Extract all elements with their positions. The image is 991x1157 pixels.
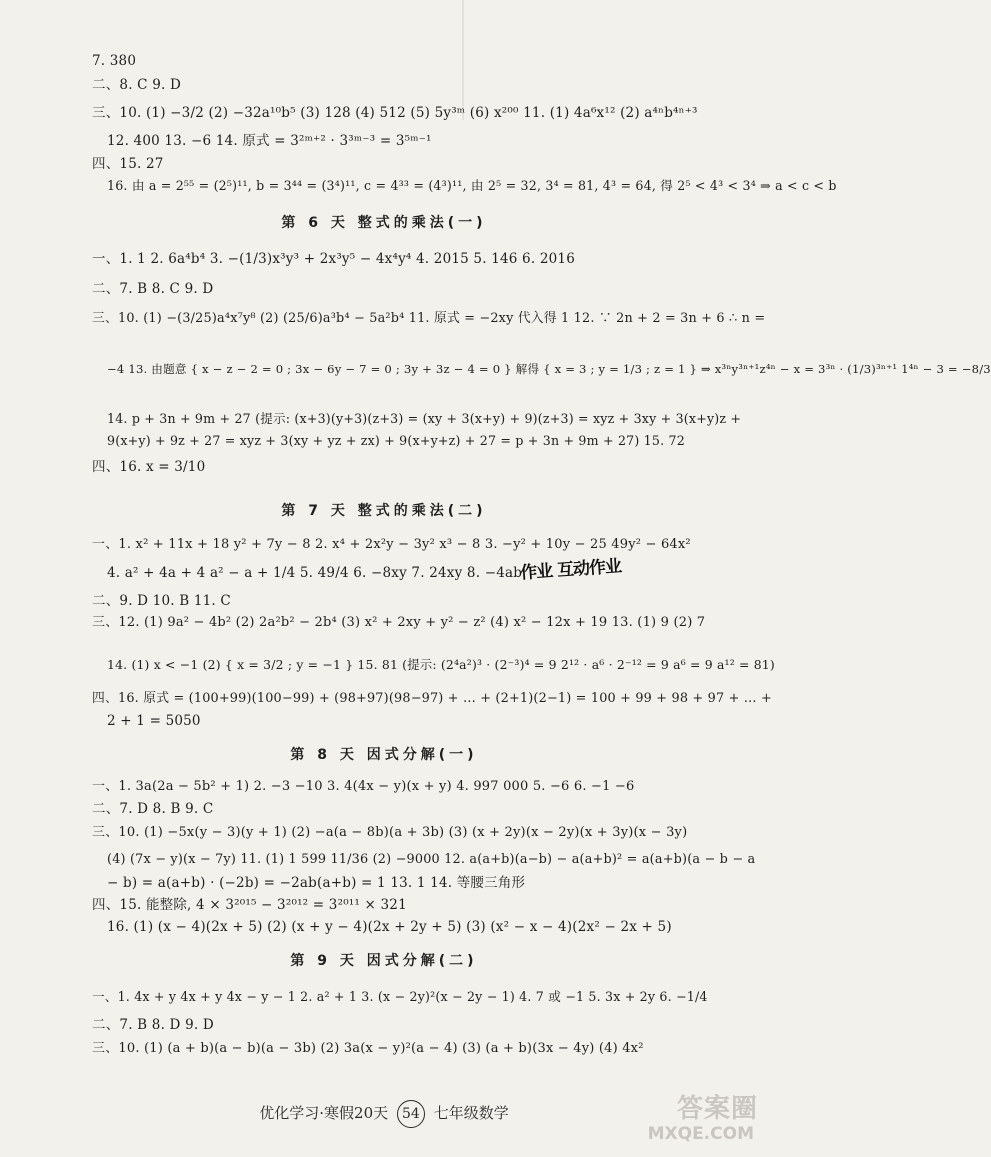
answer-line: 四、16. 原式 = (100+99)(100−99) + (98+97)(98−97) + … + (2+1)(2−1) = 100 + 99 + 98 + 97 + … + (92, 691, 772, 706)
answer-line: 一、1. x² + 11x + 18 y² + 7y − 8 2. x⁴ + 2x²y − 3y² x³ − 8 3. −y² + 10y − 25 49y² − 64x² (92, 537, 691, 552)
handwritten-note: 作业 互动作业 (519, 556, 622, 584)
answer-line: 一、1. 1 2. 6a⁴b⁴ 3. −(1/3)x³y³ + 2x³y⁵ − 4x⁴y⁴ 4. 2015 5. 146 6. 2016 (92, 251, 575, 267)
page-fold-shadow (462, 0, 464, 120)
answer-line: 三、12. (1) 9a² − 4b² (2) 2a²b² − 2b⁴ (3) x² + 2xy + y² − z² (4) x² − 12x + 19 13. (1) 9 (2) 7 (92, 615, 706, 630)
footer-book-title: 优化学习·寒假20天 (259, 1104, 389, 1122)
answer-line: 4. a² + 4a + 4 a² − a + 1/4 5. 49/4 6. −8xy 7. 24xy 8. −4ab (107, 565, 523, 581)
answer-line: 二、7. B 8. D 9. D (92, 1017, 214, 1033)
section-heading-day6: 第 6 天 整式的乘法(一) (281, 215, 487, 231)
answer-line: 14. (1) x < −1 (2) { x = 3/2 ; y = −1 } 15. 81 (提示: (2⁴a²)³ · (2⁻³)⁴ = 9 2¹² · a⁶ · 2⁻¹² = 9 a⁶ = 9 a¹² = 81) (107, 657, 775, 672)
answer-line: 三、10. (1) −(3/25)a⁴x⁷y⁸ (2) (25/6)a³b⁴ − 5a²b⁴ 11. 原式 = −2xy 代入得 1 12. ∵ 2n + 2 = 3n + 6 ∴ n = (92, 311, 766, 326)
answer-line: 三、10. (1) −5x(y − 3)(y + 1) (2) −a(a − 8b)(a + 3b) (3) (x + 2y)(x − 2y)(x + 3y)(x − 3y) (92, 825, 688, 840)
answer-line: 四、15. 27 (92, 156, 164, 172)
answer-line: −4 13. 由题意 { x − z − 2 = 0 ; 3x − 6y − 7 = 0 ; 3y + 3z − 4 = 0 } 解得 { x = 3 ; y = 1/3 ; z = 1 } ⇒ x³ⁿy³ⁿ⁺¹z⁴ⁿ − x = 3³ⁿ · (1/3)³ⁿ⁺¹ 1⁴ⁿ − 3 = −8/3 (107, 362, 991, 376)
answer-line: (4) (7x − y)(x − 7y) 11. (1) 1 599 11/36 (2) −9000 12. a(a+b)(a−b) − a(a+b)² = a(a+b)(a − b − a (107, 852, 756, 867)
watermark-logo: 答案圈 (676, 1094, 758, 1124)
answer-line: 16. 由 a = 2⁵⁵ = (2⁵)¹¹, b = 3⁴⁴ = (3⁴)¹¹, c = 4³³ = (4³)¹¹, 由 2⁵ = 32, 3⁴ = 81, 4³ = 64, 得 2⁵ < 4³ < 3⁴ ⇒ a < c < b (107, 178, 837, 193)
footer-subject: 七年级数学 (433, 1104, 509, 1122)
answer-line: 7. 380 (92, 53, 137, 69)
answer-line: − b) = a(a+b) · (−2b) = −2ab(a+b) = 1 13. 1 14. 等腰三角形 (107, 875, 526, 891)
answer-line: 一、1. 4x + y 4x + y 4x − y − 1 2. a² + 1 3. (x − 2y)²(x − 2y − 1) 4. 7 或 −1 5. 3x + 2y 6. −1/4 (92, 989, 708, 1004)
answer-line: 二、9. D 10. B 11. C (92, 593, 231, 609)
answer-line: 三、10. (1) −3/2 (2) −32a¹⁰b⁵ (3) 128 (4) 512 (5) 5y³ᵐ (6) x²⁰⁰ 11. (1) 4a⁶x¹² (2) a⁴ⁿb⁴ⁿ⁺³ (92, 105, 698, 121)
section-heading-day8: 第 8 天 因式分解(一) (290, 747, 478, 763)
answer-line: 三、10. (1) (a + b)(a − b)(a − 3b) (2) 3a(x − y)²(a − 4) (3) (a + b)(3x − 4y) (4) 4x² (92, 1041, 644, 1056)
answer-line: 二、8. C 9. D (92, 77, 181, 93)
answer-line: 14. p + 3n + 9m + 27 (提示: (x+3)(y+3)(z+3) = (xy + 3(x+y) + 9)(z+3) = xyz + 3xy + 3(x+y)z + (107, 411, 742, 426)
answer-line: 四、15. 能整除, 4 × 3²⁰¹⁵ − 3²⁰¹² = 3²⁰¹¹ × 321 (92, 897, 407, 913)
answer-line: 12. 400 13. −6 14. 原式 = 3²ᵐ⁺² · 3³ᵐ⁻³ = 3⁵ᵐ⁻¹ (107, 133, 432, 149)
answer-line: 一、1. 3a(2a − 5b² + 1) 2. −3 −10 3. 4(4x − y)(x + y) 4. 997 000 5. −6 6. −1 −6 (92, 779, 635, 794)
answer-line: 二、7. D 8. B 9. C (92, 801, 214, 817)
answer-line: 16. (1) (x − 4)(2x + 5) (2) (x + y − 4)(2x + 2y + 5) (3) (x² − x − 4)(2x² − 2x + 5) (107, 919, 672, 935)
section-heading-day7: 第 7 天 整式的乘法(二) (281, 503, 487, 519)
watermark-url: MXQE.COM (647, 1124, 754, 1144)
page-number: 54 (397, 1100, 425, 1128)
answer-line: 9(x+y) + 9z + 27 = xyz + 3(xy + yz + zx) + 9(x+y+z) + 27 = p + 3n + 9m + 27) 15. 72 (107, 433, 685, 448)
answer-line: 二、7. B 8. C 9. D (92, 281, 214, 297)
answer-line: 四、16. x = 3/10 (92, 459, 206, 475)
section-heading-day9: 第 9 天 因式分解(二) (290, 953, 478, 969)
answer-line: 2 + 1 = 5050 (107, 713, 201, 729)
